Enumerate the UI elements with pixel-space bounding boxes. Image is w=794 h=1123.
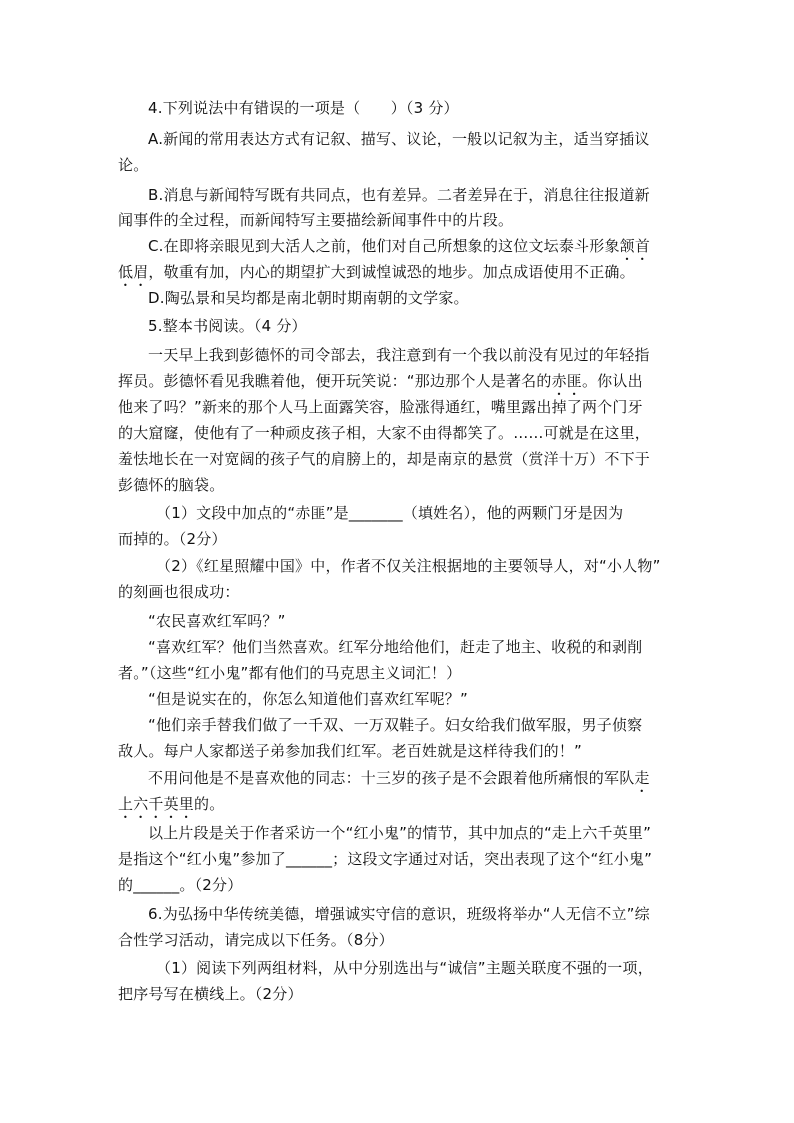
q5-dialog-line4: “但是说实在的，你怎么知道他们喜欢红军呢？” — [148, 690, 468, 708]
q5-passage-dotted-word: 赤匪 — [551, 372, 582, 390]
q5-narration-dotted-word-2: 上六千英里 — [118, 795, 195, 813]
q5-passage-line4: 的大窟窿，使他有了一种顽皮孩子相，大家不由得都笑了。……可就是在这里， — [118, 424, 651, 442]
q5-sub2-line2: 的刻画也很成功： — [118, 583, 240, 601]
q5-dialog-line5: “他们亲手替我们做了一千双、一万双鞋子。妇女给我们做军服，男子侦察 — [148, 716, 643, 734]
q5-dialog-line2: “喜欢红军？他们当然喜欢。红军分地给他们，赶走了地主、收税的和剥削 — [148, 638, 643, 656]
q5-dialog-line3: 者。”（这些“红小鬼”都有他们的马克思主义词汇！） — [118, 664, 462, 682]
q4-option-b-line1: B.消息与新闻特写既有共同点，也有差异。二者差异在于，消息往往报道新 — [148, 186, 650, 204]
q4-option-d: D.陶弘景和吴均都是南北朝时期南朝的文学家。 — [148, 289, 469, 307]
q5-sub1-line1: （1）文段中加点的“赤匪”是_______（填姓名），他的两颗门牙是因为 — [156, 504, 624, 522]
q5-passage-text-post: 。你认出 — [581, 372, 643, 390]
q4-option-b-line2: 闻事件的全过程，而新闻特写主要描绘新闻事件中的片段。 — [118, 211, 514, 229]
q6-sub1-line1: （1）阅读下列两组材料，从中分别选出与“诚信”主题关联度不强的一项， — [156, 959, 653, 977]
q5-task-line3: 的______。（2分） — [118, 876, 243, 894]
q5-sub1-line2: 而掉的。（2分） — [118, 530, 227, 548]
q5-passage-line5: 羞怯地长在一对宽阔的孩子气的肩膀上的，却是南京的悬赏（赏洋十万）不下于 — [118, 450, 651, 468]
q5-dialog-line1: “农民喜欢红军吗？” — [148, 612, 286, 630]
q4-stem: 4.下列说法中有错误的一项是（ ）（3 分） — [148, 99, 459, 117]
q4-option-c-dotted-word-2: 低眉 — [118, 263, 149, 281]
q5-passage-line1: 一天早上我到彭德怀的司令部去，我注意到有一个我以前没有见过的年轻指 — [148, 346, 650, 364]
q4-option-c-dotted-word: 颔首 — [619, 237, 651, 255]
q5-stem: 5.整本书阅读。（4 分） — [148, 317, 307, 335]
q5-passage-line3: 他来了吗？”新来的那个人马上面露笑容，脸涨得通红，嘴里露出掉了两个门牙 — [118, 398, 643, 416]
q5-passage-line6: 彭德怀的脑袋。 — [118, 476, 225, 494]
q4-option-c-text: C.在即将亲眼见到大活人之前，他们对自己所想象的这位文坛泰斗形象 — [148, 237, 620, 255]
q5-narration-line2 — [118, 791, 224, 822]
q5-task-line2: 是指这个“红小鬼”参加了______；这段文字通过对话，突出表现了这个“红小鬼” — [118, 850, 653, 868]
q4-option-a-line2: 论。 — [118, 156, 149, 174]
q5-narration-text-2: 的。 — [194, 795, 225, 813]
q5-dialog-line6: 敌人。每户人家都送子弟参加我们红军。老百姓就是这样待我们的！” — [118, 742, 582, 760]
q5-task-line1: 以上片段是关于作者采访一个“红小鬼”的情节，其中加点的“走上六千英里” — [148, 824, 652, 842]
q5-sub2-line1: （2）《红星照耀中国》中，作者不仅关注根据地的主要领导人，对“小人物” — [156, 557, 661, 575]
q6-stem-line1: 6.为弘扬中华传统美德，增强诚实守信的意识，班级将举办“人无信不立”综 — [148, 905, 650, 923]
q4-option-c-text-2: ，敬重有加，内心的期望扩大到诚惶诚恐的地步。加点成语使用不正确。 — [148, 263, 635, 281]
q5-passage-text: 挥员。彭德怀看见我瞧着他，便开玩笑说：“那边那个人是著名的 — [118, 372, 552, 390]
q6-stem-line2: 合性学习活动，请完成以下任务。（8分） — [118, 931, 394, 949]
q5-narration-dotted-word: 走 — [634, 769, 650, 787]
q5-narration-text: 不用问他是不是喜欢他的同志：十三岁的孩子是不会跟着他所痛恨的军队 — [148, 769, 635, 787]
q6-sub1-line2: 把序号写在横线上。（2分） — [118, 985, 303, 1003]
q4-option-a-line1: A.新闻的常用表达方式有记叙、描写、议论，一般以记叙为主，适当穿插议 — [148, 130, 650, 148]
